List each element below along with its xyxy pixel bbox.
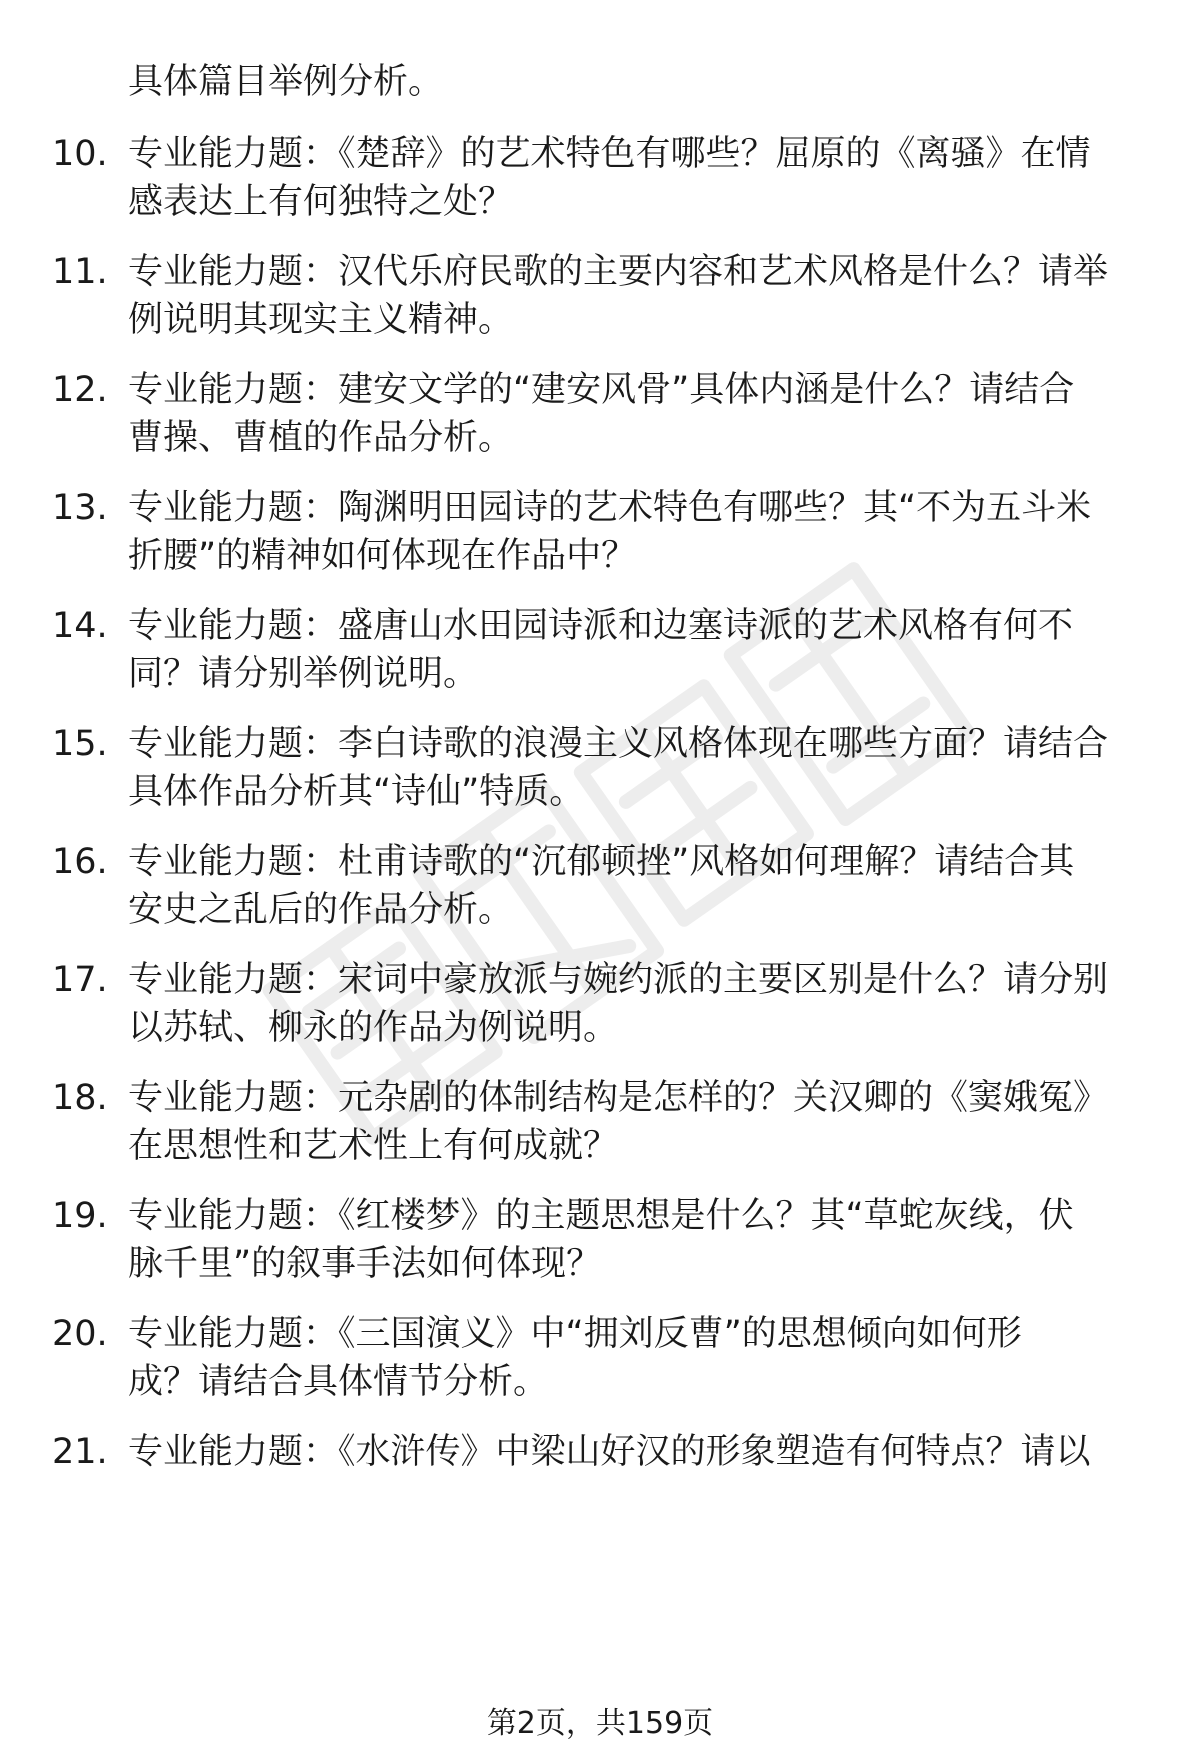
question-line: 专业能力题：盛唐山水田园诗派和边塞诗派的艺术风格有何不 xyxy=(128,606,1074,646)
question-text xyxy=(128,838,1140,934)
question-line: 专业能力题：陶渊明田园诗的艺术特色有哪些？其“不为五斗米 xyxy=(128,488,1092,528)
question-item xyxy=(0,366,1200,476)
question-line: 具体作品分析其“诗仙”特质。 xyxy=(128,772,585,812)
question-line: 专业能力题：李白诗歌的浪漫主义风格体现在哪些方面？请结合 xyxy=(128,724,1109,764)
question-number: 12. xyxy=(52,370,108,410)
question-number: 15. xyxy=(52,724,108,764)
question-line: 专业能力题：建安文学的“建安风骨”具体内涵是什么？请结合 xyxy=(128,370,1075,410)
question-text xyxy=(128,1310,1140,1406)
question-line: 专业能力题：《楚辞》的艺术特色有哪些？屈原的《离骚》在情 xyxy=(128,134,1091,174)
continuation-text: 具体篇目举例分析。 xyxy=(128,62,444,102)
question-item xyxy=(0,1074,1200,1184)
question-line: 成？请结合具体情节分析。 xyxy=(128,1362,549,1402)
question-item xyxy=(0,602,1200,712)
question-text xyxy=(128,956,1140,1052)
question-number: 21. xyxy=(52,1432,108,1472)
question-line: 曹操、曹植的作品分析。 xyxy=(128,418,514,458)
question-line: 以苏轼、柳永的作品为例说明。 xyxy=(128,1008,619,1048)
question-number: 10. xyxy=(52,134,108,174)
question-line: 专业能力题：《三国演义》中“拥刘反曹”的思想倾向如何形 xyxy=(128,1314,1022,1354)
question-text xyxy=(128,602,1140,698)
question-number: 13. xyxy=(52,488,108,528)
question-number: 14. xyxy=(52,606,108,646)
question-line: 专业能力题：《红楼梦》的主题思想是什么？其“草蛇灰线，伏 xyxy=(128,1196,1074,1236)
question-number: 16. xyxy=(52,842,108,882)
question-line: 在思想性和艺术性上有何成就？ xyxy=(128,1126,619,1166)
question-item xyxy=(0,484,1200,594)
question-text xyxy=(128,366,1140,462)
question-item xyxy=(0,1192,1200,1302)
question-text xyxy=(128,130,1140,226)
question-item xyxy=(0,720,1200,830)
question-text xyxy=(128,1192,1140,1288)
question-line: 感表达上有何独特之处？ xyxy=(128,182,514,222)
question-text xyxy=(128,1074,1140,1170)
question-line: 专业能力题：杜甫诗歌的“沉郁顿挫”风格如何理解？请结合其 xyxy=(128,842,1075,882)
question-number: 18. xyxy=(52,1078,108,1118)
question-number: 11. xyxy=(52,252,108,292)
page-footer: 第2页，共159页 xyxy=(486,1706,714,1741)
question-text xyxy=(128,1428,1140,1476)
question-line: 专业能力题：《水浒传》中梁山好汉的形象塑造有何特点？请以 xyxy=(128,1432,1091,1472)
question-line: 脉千里”的叙事手法如何体现？ xyxy=(128,1244,602,1284)
question-line: 专业能力题：宋词中豪放派与婉约派的主要区别是什么？请分别 xyxy=(128,960,1109,1000)
question-line: 专业能力题：元杂剧的体制结构是怎样的？关汉卿的《窦娥冤》 xyxy=(128,1078,1109,1118)
question-item xyxy=(0,838,1200,948)
question-item xyxy=(0,1310,1200,1420)
question-text xyxy=(128,484,1140,580)
question-line: 折腰”的精神如何体现在作品中？ xyxy=(128,536,637,576)
question-line: 安史之乱后的作品分析。 xyxy=(128,890,514,930)
question-number: 20. xyxy=(52,1314,108,1354)
question-item xyxy=(0,248,1200,358)
question-item xyxy=(0,1428,1200,1538)
question-text xyxy=(128,720,1140,816)
question-item xyxy=(0,956,1200,1066)
question-line: 专业能力题：汉代乐府民歌的主要内容和艺术风格是什么？请举 xyxy=(128,252,1109,292)
question-item xyxy=(0,130,1200,240)
question-number: 19. xyxy=(52,1196,108,1236)
question-line: 同？请分别举例说明。 xyxy=(128,654,479,694)
question-number: 17. xyxy=(52,960,108,1000)
question-line: 例说明其现实主义精神。 xyxy=(128,300,514,340)
question-text xyxy=(128,248,1140,344)
